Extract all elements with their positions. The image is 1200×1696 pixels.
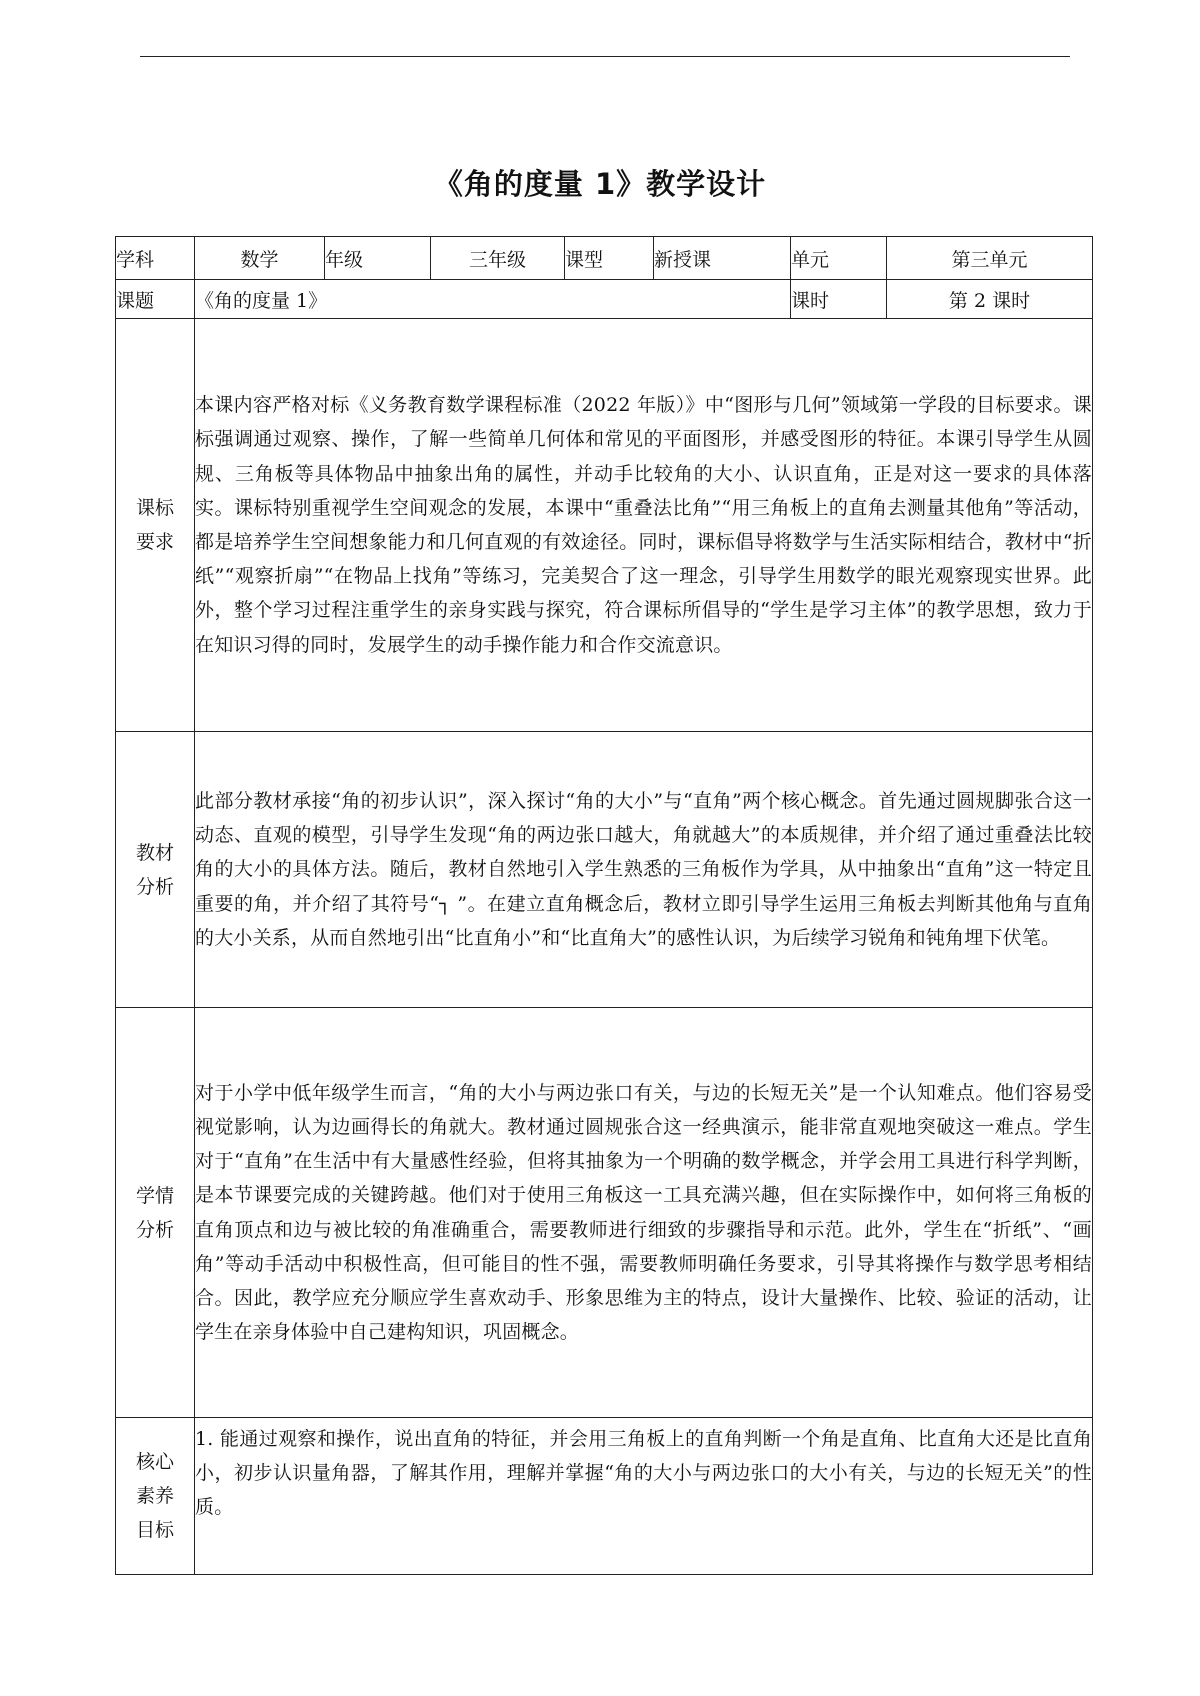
type-label: 课型 <box>565 237 654 280</box>
topic-value: 《角的度量 1》 <box>195 280 791 319</box>
textbook-text: 此部分教材承接“角的初步认识”，深入探讨“角的大小”与“直角”两个核心概念。首先通过圆规脚张合这一动态、直观的模型，引导学生发现“角的两边张口越大，角就越大”的本质规律，并介绍了通过重叠法比较角的大小的具体方法。随后，教材自然地引入学生熟悉的三角板作为学具，从中抽象出“直角”这一特定且重要的角，并介绍了其符号“┐ ”。在建立直角概念后，教材立即引导学生运用三角板去判断其他角与直角的大小关系，从而自然地引出“比直角小”和“比直角大”的感性认识，为后续学习锐角和钝角埋下伏笔。 <box>195 732 1093 1008</box>
standards-text: 本课内容严格对标《义务教育数学课程标准（2022 年版）》中“图形与几何”领域第一学段的目标要求。课标强调通过观察、操作，了解一些简单几何体和常见的平面图形，并感受图形的特征。本课引导学生从圆规、三角板等具体物品中抽象出角的属性，并动手比较角的大小、认识直角，正是对这一要求的具体落实。课标特别重视学生空间观念的发展，本课中“重叠法比角”“用三角板上的直角去测量其他角”等活动，都是培养学生空间想象能力和几何直观的有效途径。同时，课标倡导将数学与生活实际相结合，教材中“折纸”“观察折扇”“在物品上找角”等练习，完美契合了这一理念，引导学生用数学的眼光观察现实世界。此外，整个学习过程注重学生的亲身实践与探究，符合课标所倡导的“学生是学习主体”的教学思想，致力于在知识习得的同时，发展学生的动手操作能力和合作交流意识。 <box>195 319 1093 732</box>
textbook-row <box>116 732 1093 1008</box>
goals-row <box>116 1418 1093 1575</box>
goals-label: 核心素养目标 <box>135 1451 174 1541</box>
textbook-label: 教材分析 <box>135 841 174 898</box>
goals-text: 1. 能通过观察和操作，说出直角的特征，并会用三角板上的直角判断一个角是直角、比直角大还是比直角小，初步认识量角器，了解其作用，理解并掌握“角的大小与两边张口的大小有关，与边的长短无关”的性质。 <box>195 1418 1093 1575</box>
standards-label-cell <box>116 319 195 732</box>
period-value: 第 2 课时 <box>887 280 1093 319</box>
subject-value: 数学 <box>195 237 325 280</box>
textbook-label-cell <box>116 732 195 1008</box>
period-label: 课时 <box>791 280 887 319</box>
type-value: 新授课 <box>654 237 791 280</box>
goals-label-cell <box>116 1418 195 1575</box>
standards-row <box>116 319 1093 732</box>
standards-label: 课标要求 <box>135 497 174 553</box>
unit-label: 单元 <box>791 237 887 280</box>
subject-label: 学科 <box>116 237 195 280</box>
info-row-1 <box>116 237 1093 280</box>
grade-value: 三年级 <box>431 237 565 280</box>
students-text: 对于小学中低年级学生而言，“角的大小与两边张口有关，与边的长短无关”是一个认知难点。他们容易受视觉影响，认为边画得长的角就大。教材通过圆规张合这一经典演示，能非常直观地突破这一难点。学生对于“直角”在生活中有大量感性经验，但将其抽象为一个明确的数学概念，并学会用工具进行科学判断，是本节课要完成的关键跨越。他们对于使用三角板这一工具充满兴趣，但在实际操作中，如何将三角板的直角顶点和边与被比较的角准确重合，需要教师进行细致的步骤指导和示范。此外，学生在“折纸”、“画角”等动手活动中积极性高，但可能目的性不强，需要教师明确任务要求，引导其将操作与数学思考相结合。因此，教学应充分顺应学生喜欢动手、形象思维为主的特点，设计大量操作、比较、验证的活动，让学生在亲身体验中自己建构知识，巩固概念。 <box>195 1008 1093 1418</box>
info-row-2 <box>116 280 1093 319</box>
unit-value: 第三单元 <box>887 237 1093 280</box>
lesson-plan-table <box>115 236 1093 1575</box>
students-row <box>116 1008 1093 1418</box>
students-label: 学情分析 <box>135 1184 174 1241</box>
grade-label: 年级 <box>325 237 431 280</box>
topic-label: 课题 <box>116 280 195 319</box>
document-title: 《角的度量 1》教学设计 <box>433 167 767 201</box>
students-label-cell <box>116 1008 195 1418</box>
header-rule <box>140 56 1070 57</box>
